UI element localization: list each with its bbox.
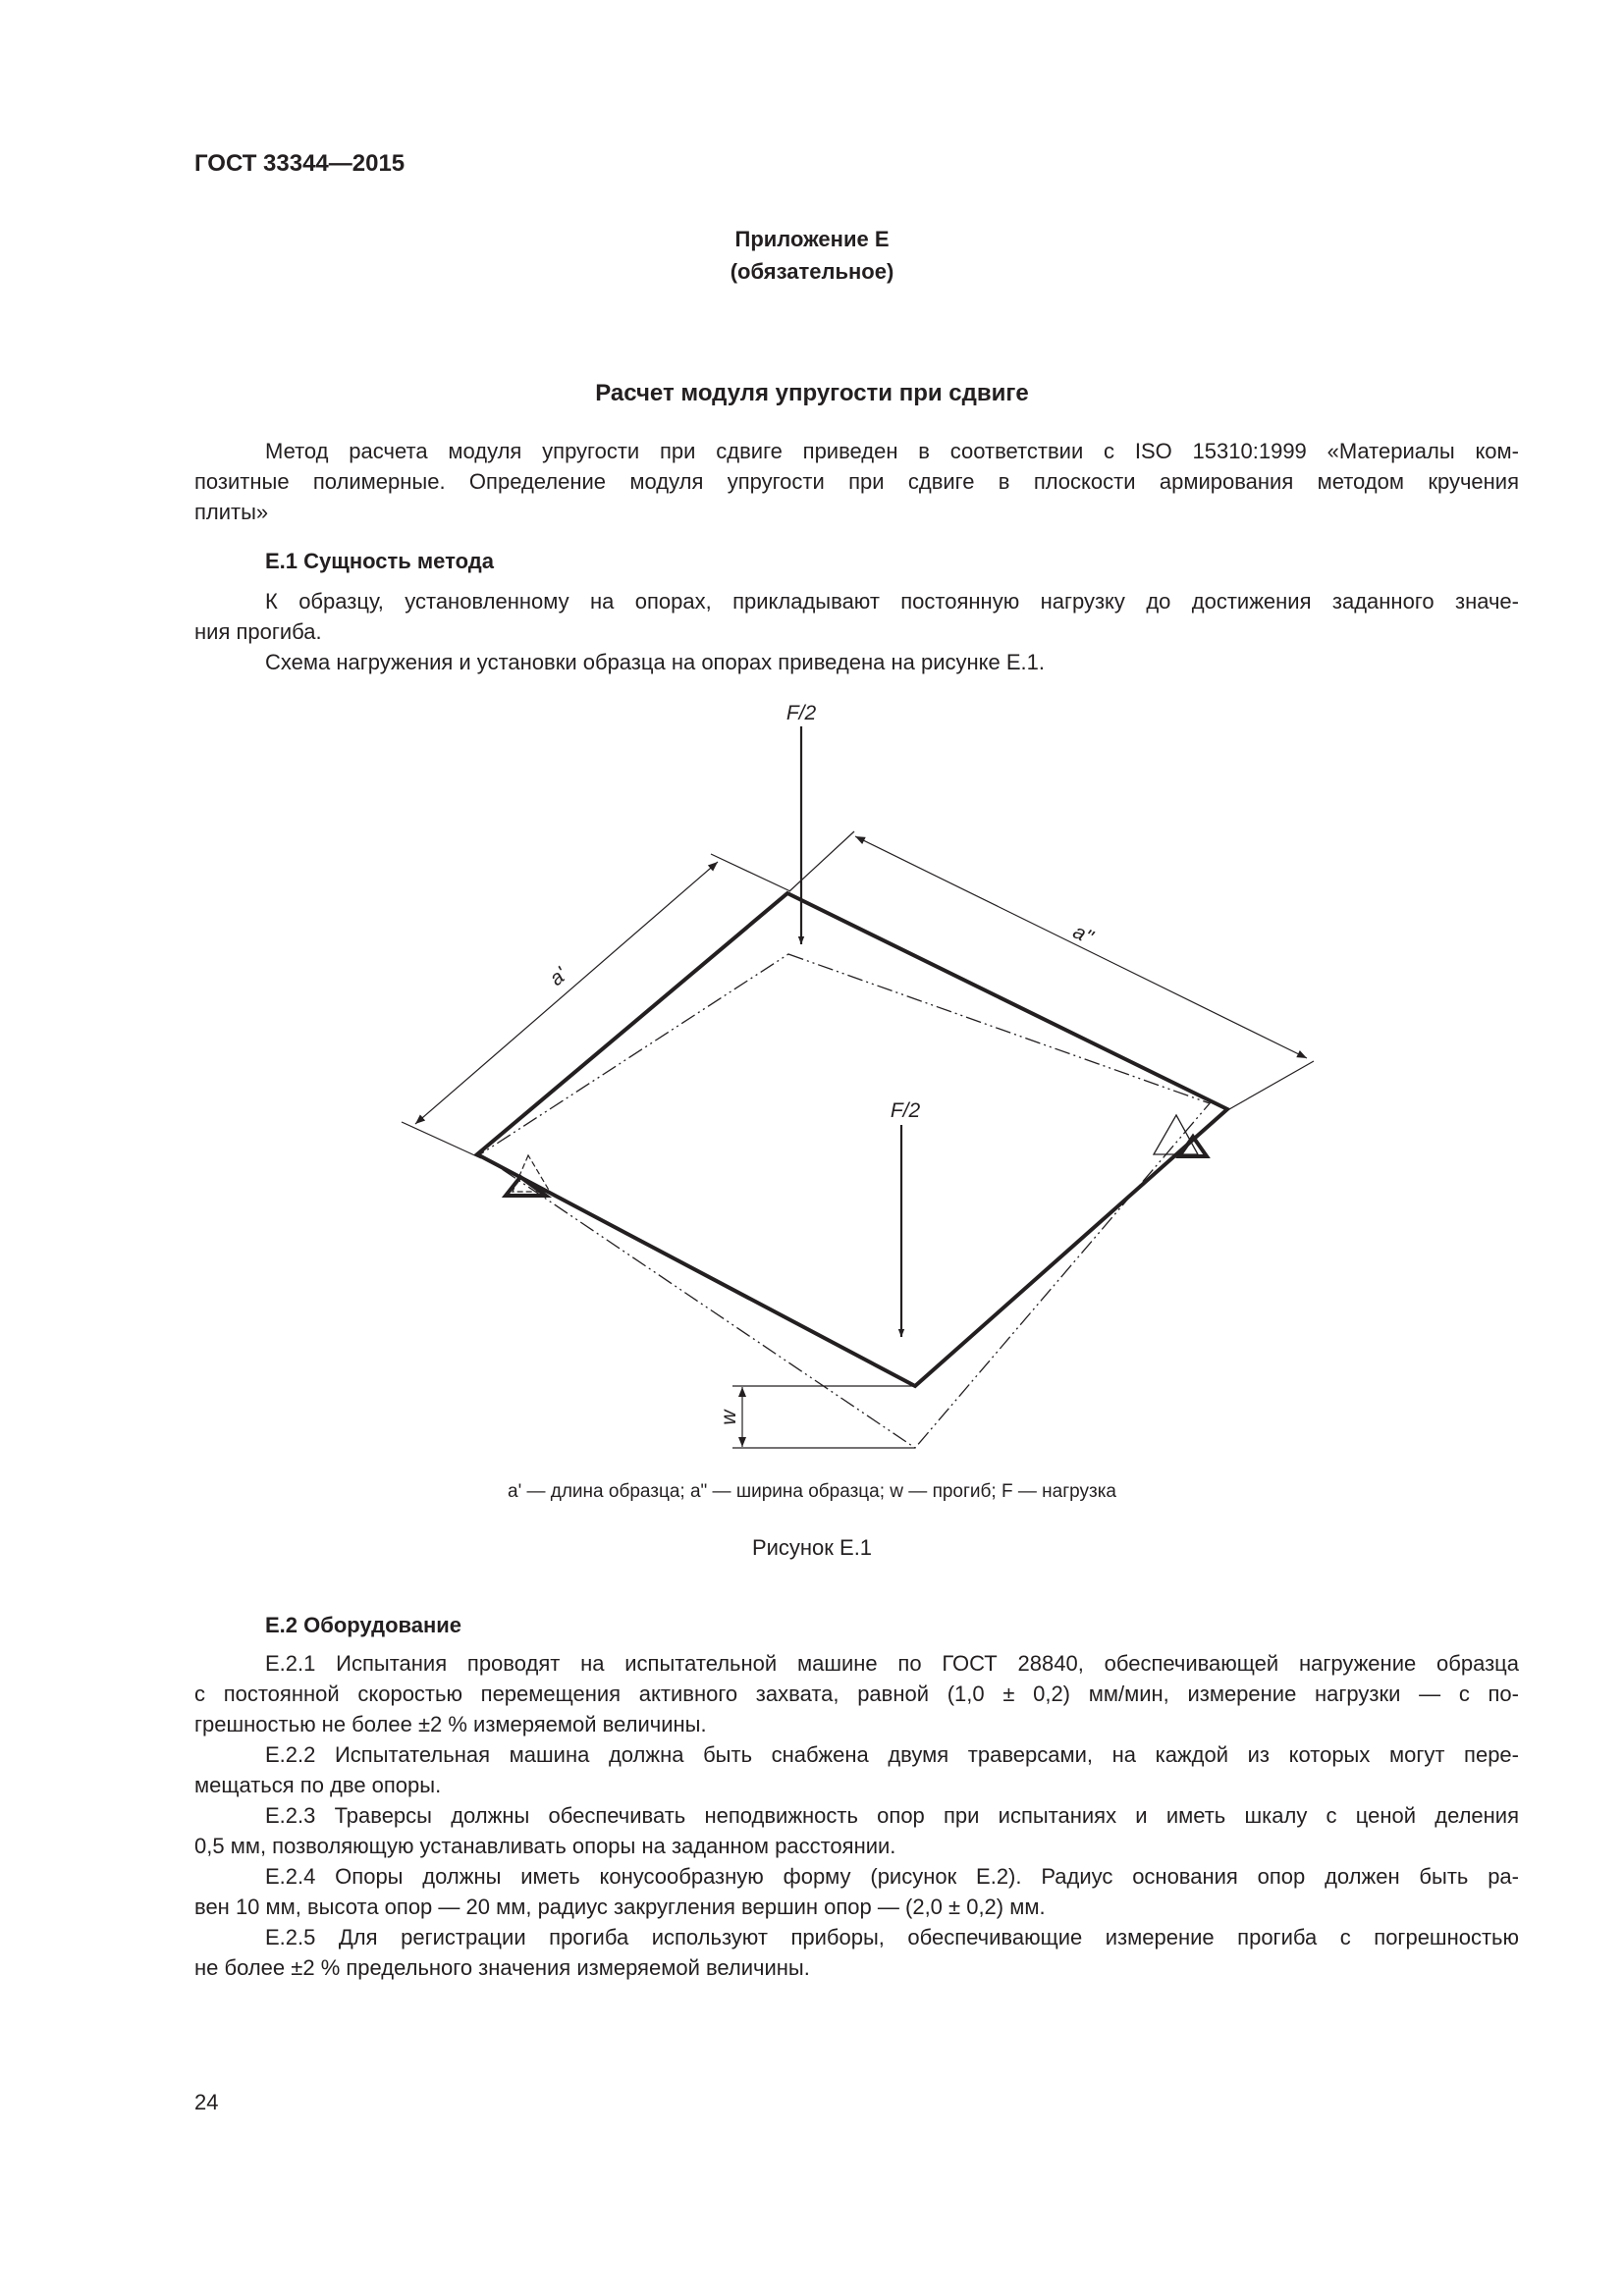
load-center-label: F/2 xyxy=(890,1099,921,1122)
section-heading: Е.1 Сущность метода xyxy=(265,549,494,573)
text-line: грешностью не более ±2 % измеряемой величины. xyxy=(194,1712,707,1736)
extension-line xyxy=(402,1122,481,1158)
deflected-plate-outline xyxy=(480,954,1210,1448)
extension-line xyxy=(1229,1061,1314,1109)
text-line: не более ±2 % предельного значения измеряемой величины. xyxy=(194,1955,810,1980)
load-top-label: F/2 xyxy=(785,702,817,724)
text-line: Метод расчета модуля упругости при сдвиге приведен в соответствии с ISO 15310:1999 «Материалы ком- xyxy=(265,439,1519,463)
width-dimension-line xyxy=(855,836,1307,1058)
support-triangle-right-deflected xyxy=(1154,1115,1198,1154)
text-line: Е.2.2 Испытательная машина должна быть снабжена двумя траверсами, на каждой из которых могут пере- xyxy=(265,1742,1519,1767)
text-line: вен 10 мм, высота опор — 20 мм, радиус закругления вершин опор — (2,0 ± 0,2) мм. xyxy=(194,1895,1046,1919)
text-line: Е.2.4 Опоры должны иметь конусообразную форму (рисунок Е.2). Радиус основания опор должен быть ра- xyxy=(265,1864,1519,1889)
width-label: a" xyxy=(1069,920,1097,949)
extension-line xyxy=(789,831,854,891)
text-line: Схема нагружения и установки образца на опорах приведена на рисунке Е.1. xyxy=(265,650,1046,674)
section-heading: Е.2 Оборудование xyxy=(265,1613,462,1637)
text-line: Е.2.5 Для регистрации прогиба используют приборы, обеспечивающие измерение прогиба с погрешностью xyxy=(265,1925,1519,1949)
text-line: Е.2.3 Траверсы должны обеспечивать неподвижность опор при испытаниях и иметь шкалу с ценой деления xyxy=(265,1803,1519,1828)
figure-legend: a' — длина образца; a" — ширина образца; w — прогиб; F — нагрузка xyxy=(508,1481,1116,1502)
text-line: К образцу, установленному на опорах, прикладывают постоянную нагрузку до достижения заданного значе- xyxy=(265,589,1519,614)
plate-outline xyxy=(477,893,1227,1386)
page-title: Расчет модуля упругости при сдвиге xyxy=(595,380,1029,406)
appendix-status: (обязательное) xyxy=(730,259,894,284)
page-number: 24 xyxy=(194,2090,219,2114)
text-line: 0,5 мм, позволяющую устанавливать опоры на заданном расстоянии. xyxy=(194,1834,896,1858)
length-dimension-line xyxy=(415,862,718,1124)
text-line: Е.2.1 Испытания проводят на испытательной машине по ГОСТ 28840, обеспечивающей нагружение образца xyxy=(265,1651,1519,1676)
figure-caption: Рисунок Е.1 xyxy=(751,1535,873,1560)
length-label: a' xyxy=(545,963,572,990)
section-e2 xyxy=(194,1610,1519,1983)
text-line: ния прогиба. xyxy=(194,619,322,644)
appendix-title: Приложение Е xyxy=(734,227,890,251)
text-line: мещаться по две опоры. xyxy=(194,1773,442,1797)
text-line: позитные полимерные. Определение модуля упругости при сдвиге в плоскости армирования методом кручения xyxy=(194,469,1519,494)
extension-line xyxy=(711,854,790,891)
document-number: ГОСТ 33344—2015 xyxy=(194,150,406,177)
text-line: плиты» xyxy=(194,500,269,524)
text-line: с постоянной скоростью перемещения активного захвата, равной (1,0 ± 0,2) мм/мин, измерение нагрузки — с по- xyxy=(194,1682,1519,1706)
deflection-label: w xyxy=(718,1410,740,1425)
